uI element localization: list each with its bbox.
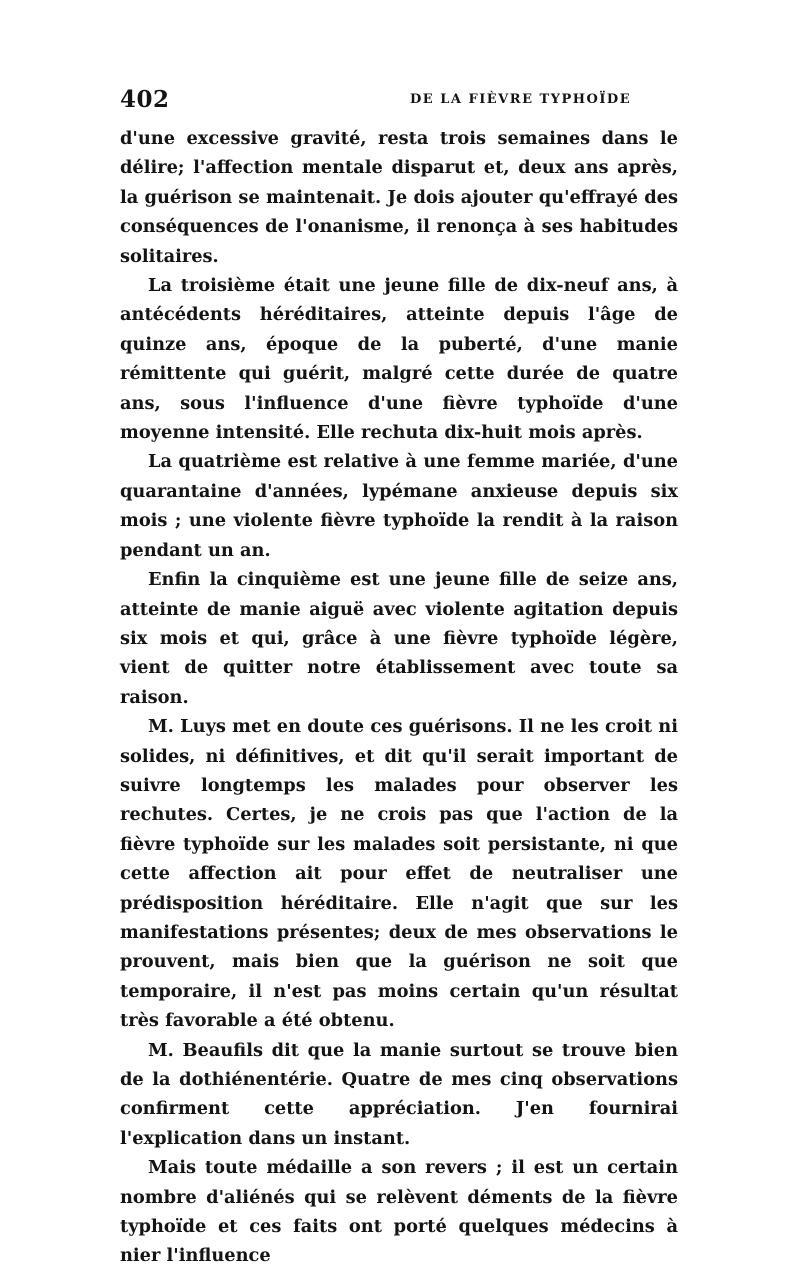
paragraph-revers: Mais toute médaille a son revers ; il est un certain nombre d'aliénés qui se relèvent déments de la fièvre typhoïde et ces faits ont porté quelques médecins à nier l'influence bbox=[120, 1157, 678, 1267]
page-number: 402 bbox=[120, 86, 170, 113]
running-title: DE LA FIÈVRE TYPHOÏDE bbox=[410, 92, 632, 107]
paragraph-fourth-case: La quatrième est relative à une femme mariée, d'une quarantaine d'années, lypémane anxieuse depuis six mois ; une violente fièvre typhoïde la rendit à la raison pendant un an. bbox=[120, 451, 678, 561]
paragraph-beaufils: M. Beaufils dit que la manie surtout se trouve bien de la dothiénentérie. Quatre de mes cinq observations confirment cette appréciation. J'en fournirai l'explication dans un instant. bbox=[120, 1039, 678, 1149]
page-header bbox=[120, 86, 680, 116]
paragraph-third-case: La troisième était une jeune fille de dix-neuf ans, à antécédents héréditaires, atteinte depuis l'âge de quinze ans, époque de la puberté, d'une manie rémittente qui guérit, malgré cette durée de quatre ans, sous l'influence d'une fièvre typhoïde d'une moyenne intensité. Elle rechuta dix-huit mois après. bbox=[120, 275, 678, 444]
paragraph-fifth-case: Enfin la cinquième est une jeune fille de seize ans, atteinte de manie aiguë avec violente agitation depuis six mois et qui, grâce à une fièvre typhoïde légère, vient de quitter notre établissement avec toute sa raison. bbox=[120, 569, 678, 708]
paragraph-luys: M. Luys met en doute ces guérisons. Il ne les croit ni solides, ni définitives, et dit qu'il serait important de suivre longtemps les malades pour observer les rechutes. Certes, je ne crois pas que l'action de la fièvre typhoïde sur les malades soit persistante, ni que cette affection ait pour effet de neutraliser une prédisposition héréditaire. Elle n'agit que sur les manifestations présentes; deux de mes observations le prouvent, mais bien que la guérison ne soit que temporaire, il n'est pas moins certain qu'un résultat très favorable a été obtenu. bbox=[120, 716, 678, 1032]
body-text bbox=[120, 124, 678, 1271]
paragraph-continuation: d'une excessive gravité, resta trois semaines dans le délire; l'affection mentale disparut et, deux ans après, la guérison se maintenait. Je dois ajouter qu'effrayé des conséquences de l'onanisme, il renonça à ses habitudes solitaires. bbox=[120, 128, 678, 267]
